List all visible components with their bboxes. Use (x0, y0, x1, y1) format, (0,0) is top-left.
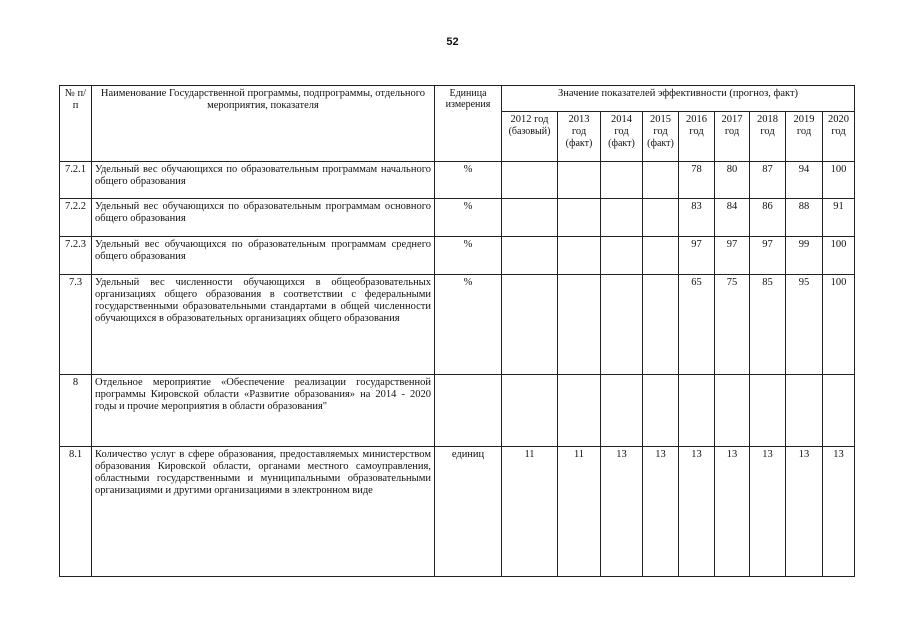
row-value (502, 162, 558, 199)
row-unit: % (435, 199, 502, 237)
row-value (750, 375, 786, 447)
row-value (601, 199, 643, 237)
row-value (786, 375, 823, 447)
row-value (558, 237, 601, 275)
header-year: 2015 год (факт) (643, 112, 679, 162)
row-name: Удельный вес численности обучающихся в общеобразовательных организациях общего образования в соответствии с федеральными государственными образовательными стандартами в общей численности обучающихся в образовательных организациях общего образования (92, 275, 435, 375)
row-value: 78 (679, 162, 715, 199)
row-value: 13 (750, 447, 786, 577)
row-name: Удельный вес обучающихся по образовательным программам среднего общего образования (92, 237, 435, 275)
row-value: 13 (715, 447, 750, 577)
header-year: 2014 год (факт) (601, 112, 643, 162)
header-year: 2018 год (750, 112, 786, 162)
row-value (502, 275, 558, 375)
table-row (60, 162, 855, 199)
header-year: 2016 год (679, 112, 715, 162)
header-name: Наименование Государственной программы, подпрограммы, отдельного мероприятия, показателя (92, 86, 435, 162)
row-value: 84 (715, 199, 750, 237)
row-value (643, 199, 679, 237)
row-value (502, 375, 558, 447)
row-name: Удельный вес обучающихся по образовательным программам начального общего образования (92, 162, 435, 199)
row-value: 97 (679, 237, 715, 275)
row-value: 13 (679, 447, 715, 577)
table-row (60, 237, 855, 275)
row-value (502, 237, 558, 275)
row-value: 94 (786, 162, 823, 199)
row-value (643, 275, 679, 375)
header-year: 2019 год (786, 112, 823, 162)
row-value: 13 (601, 447, 643, 577)
row-value (558, 375, 601, 447)
row-name: Количество услуг в сфере образования, предоставляемых министерством образования Кировской области, органами местного самоуправления, областными государственными и муниципальными образовательными организациями и другими организациями в электронном виде (92, 447, 435, 577)
row-value: 13 (786, 447, 823, 577)
row-value (601, 375, 643, 447)
row-value: 99 (786, 237, 823, 275)
header-year: 2013 год (факт) (558, 112, 601, 162)
row-value: 88 (786, 199, 823, 237)
header-year: 2017 год (715, 112, 750, 162)
row-value: 95 (786, 275, 823, 375)
row-num: 8 (60, 375, 92, 447)
row-value (643, 375, 679, 447)
row-value (601, 237, 643, 275)
row-value: 11 (558, 447, 601, 577)
header-num: № п/п (60, 86, 92, 162)
row-num: 7.2.1 (60, 162, 92, 199)
row-num: 7.2.3 (60, 237, 92, 275)
row-value (643, 162, 679, 199)
header-values-group: Значение показателей эффективности (прогноз, факт) (502, 86, 855, 112)
row-unit: % (435, 275, 502, 375)
row-value: 75 (715, 275, 750, 375)
row-value (502, 199, 558, 237)
page-number: 52 (446, 36, 459, 48)
row-value: 100 (823, 162, 855, 199)
table-row (60, 447, 855, 577)
row-value (558, 162, 601, 199)
row-value: 97 (715, 237, 750, 275)
row-value (601, 275, 643, 375)
row-unit (435, 375, 502, 447)
row-value: 97 (750, 237, 786, 275)
row-value: 85 (750, 275, 786, 375)
row-value: 100 (823, 237, 855, 275)
table-row (60, 275, 855, 375)
table-row (60, 375, 855, 447)
row-value: 11 (502, 447, 558, 577)
row-name: Удельный вес обучающихся по образовательным программам основного общего образования (92, 199, 435, 237)
row-num: 8.1 (60, 447, 92, 577)
row-value (558, 275, 601, 375)
row-value (558, 199, 601, 237)
row-value (643, 237, 679, 275)
row-value (823, 375, 855, 447)
row-value: 13 (823, 447, 855, 577)
row-name: Отдельное мероприятие «Обеспечение реализации государственной программы Кировской области «Развитие образования» на 2014 - 2020 годы и прочие мероприятия в области образования" (92, 375, 435, 447)
row-num: 7.2.2 (60, 199, 92, 237)
row-value: 87 (750, 162, 786, 199)
row-value: 83 (679, 199, 715, 237)
indicators-table (59, 85, 855, 577)
row-value (601, 162, 643, 199)
row-value: 80 (715, 162, 750, 199)
table-row (60, 199, 855, 237)
row-unit: % (435, 237, 502, 275)
header-year: 2012 год (базовый) (502, 112, 558, 162)
row-value: 65 (679, 275, 715, 375)
row-unit: единиц (435, 447, 502, 577)
header-unit: Единица измерения (435, 86, 502, 162)
row-value (715, 375, 750, 447)
row-unit: % (435, 162, 502, 199)
row-value: 86 (750, 199, 786, 237)
row-num: 7.3 (60, 275, 92, 375)
header-year: 2020 год (823, 112, 855, 162)
row-value: 100 (823, 275, 855, 375)
row-value (679, 375, 715, 447)
row-value: 13 (643, 447, 679, 577)
row-value: 91 (823, 199, 855, 237)
